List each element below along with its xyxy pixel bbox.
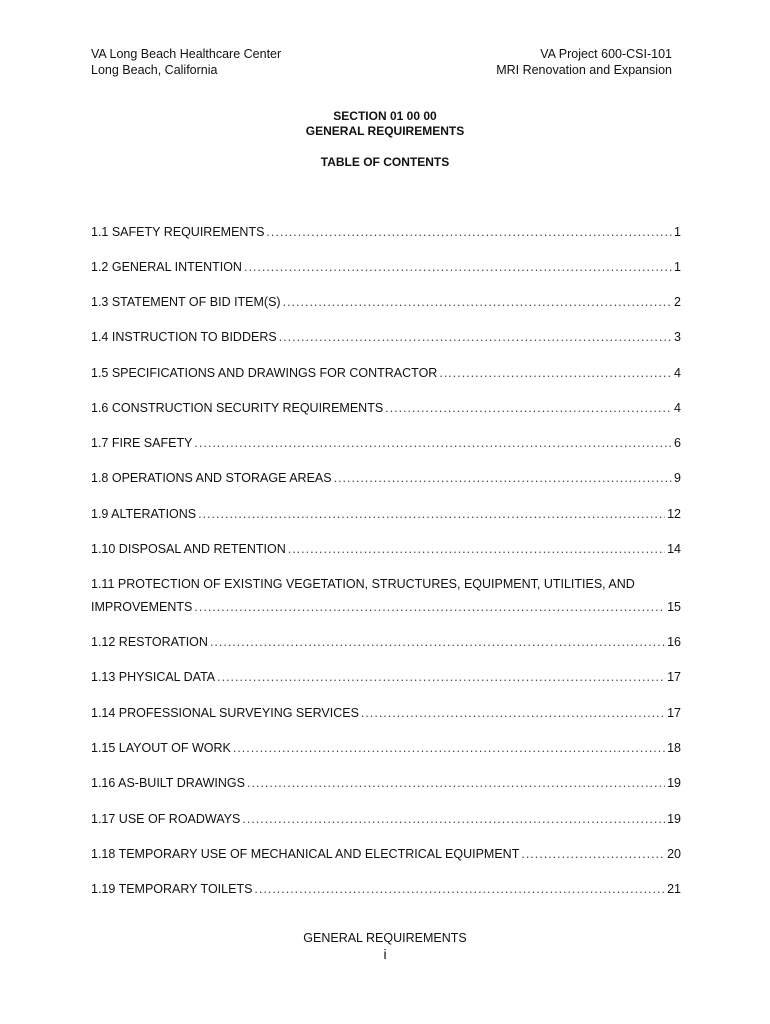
header-project-name: MRI Renovation and Expansion — [496, 63, 672, 77]
toc-entry-page: 9 — [674, 471, 681, 485]
toc-entry-label: 1.13 PHYSICAL DATA — [91, 670, 216, 684]
toc-entry-label: 1.10 DISPOSAL AND RETENTION — [91, 542, 286, 556]
toc-leader-dots — [242, 811, 665, 827]
toc-leader-dots — [247, 775, 665, 791]
toc-entry[interactable] — [91, 365, 681, 381]
toc-entry-label: 1.3 STATEMENT OF BID ITEM(S) — [91, 295, 281, 309]
toc-entry-page: 18 — [667, 741, 681, 755]
toc-entry-page: 20 — [667, 847, 681, 861]
footer-title: GENERAL REQUIREMENTS — [303, 931, 467, 945]
toc-entry[interactable] — [91, 775, 681, 791]
toc-entry[interactable] — [91, 740, 681, 756]
toc-entry-label: 1.5 SPECIFICATIONS AND DRAWINGS FOR CONTRACTOR — [91, 366, 438, 380]
toc-entry[interactable] — [91, 576, 681, 615]
toc-heading: TABLE OF CONTENTS — [320, 155, 450, 169]
section-title-block — [0, 109, 770, 139]
toc-leader-dots — [210, 634, 665, 650]
toc-leader-dots — [334, 470, 672, 486]
toc-entry-page: 6 — [674, 436, 681, 450]
toc-entry-label: IMPROVEMENTS — [91, 600, 193, 614]
toc-entry-label-line1: 1.11 PROTECTION OF EXISTING VEGETATION, STRUCTURES, EQUIPMENT, UTILITIES, AND — [91, 577, 635, 591]
toc-entry[interactable] — [91, 224, 681, 240]
toc-leader-dots — [279, 329, 672, 345]
toc-leader-dots — [521, 846, 665, 862]
toc-leader-dots — [198, 506, 665, 522]
toc-leader-dots — [217, 669, 665, 685]
header-left — [91, 46, 281, 78]
toc-entry-page: 3 — [674, 330, 681, 344]
toc-entry-label: 1.4 INSTRUCTION TO BIDDERS — [91, 330, 277, 344]
toc-entry[interactable] — [91, 634, 681, 650]
header-facility: VA Long Beach Healthcare Center — [91, 47, 282, 61]
toc-entry-label: 1.17 USE OF ROADWAYS — [91, 812, 241, 826]
toc-entry[interactable] — [91, 400, 681, 416]
toc-entry-label: 1.2 GENERAL INTENTION — [91, 260, 242, 274]
toc-leader-dots — [361, 705, 665, 721]
toc-entry-label: 1.14 PROFESSIONAL SURVEYING SERVICES — [91, 706, 359, 720]
toc-leader-dots — [283, 294, 672, 310]
toc-entry[interactable] — [91, 705, 681, 721]
toc-entry-page: 15 — [667, 600, 681, 614]
toc-entry-page: 16 — [667, 635, 681, 649]
toc-entry[interactable] — [91, 541, 681, 557]
toc-entry-label: 1.15 LAYOUT OF WORK — [91, 741, 231, 755]
toc-entry-page: 12 — [667, 507, 681, 521]
toc-entry[interactable] — [91, 294, 681, 310]
toc-entry[interactable] — [91, 506, 681, 522]
toc-entry-page: 2 — [674, 295, 681, 309]
section-name: GENERAL REQUIREMENTS — [305, 124, 465, 138]
toc-entry[interactable] — [91, 669, 681, 685]
toc-entry-label: 1.1 SAFETY REQUIREMENTS — [91, 225, 265, 239]
toc-entry-page: 17 — [667, 670, 681, 684]
toc-entry[interactable] — [91, 329, 681, 345]
toc-entry-page: 1 — [674, 260, 681, 274]
toc-leader-dots — [244, 259, 672, 275]
toc-entry[interactable] — [91, 881, 681, 897]
toc-entry-label: 1.9 ALTERATIONS — [91, 507, 197, 521]
toc-entry[interactable] — [91, 811, 681, 827]
toc-entry-label: 1.19 TEMPORARY TOILETS — [91, 882, 253, 896]
header-right — [496, 46, 672, 78]
toc-entry[interactable] — [91, 259, 681, 275]
toc-entry-label: 1.16 AS-BUILT DRAWINGS — [91, 776, 245, 790]
toc-leader-dots — [194, 435, 672, 451]
toc-entry-label: 1.12 RESTORATION — [91, 635, 208, 649]
section-number: SECTION 01 00 00 — [333, 109, 437, 123]
toc-leader-dots — [288, 541, 665, 557]
header-project-number: VA Project 600-CSI-101 — [540, 47, 672, 61]
toc-entry-page: 19 — [667, 812, 681, 826]
toc-leader-dots — [254, 881, 665, 897]
toc-leader-dots — [194, 599, 665, 615]
toc-entry-page: 21 — [667, 882, 681, 896]
toc-entry-page: 14 — [667, 542, 681, 556]
toc-leader-dots — [439, 365, 672, 381]
toc-entry-page: 4 — [674, 401, 681, 415]
toc-leader-dots — [233, 740, 665, 756]
toc-entry-page: 17 — [667, 706, 681, 720]
toc-entry[interactable] — [91, 470, 681, 486]
toc-leader-dots — [385, 400, 672, 416]
toc-entry-label: 1.7 FIRE SAFETY — [91, 436, 193, 450]
footer-page-number: i — [383, 946, 387, 962]
header-location: Long Beach, California — [91, 63, 218, 77]
toc-entry-label: 1.6 CONSTRUCTION SECURITY REQUIREMENTS — [91, 401, 384, 415]
toc-leader-dots — [266, 224, 672, 240]
toc-entry-label: 1.18 TEMPORARY USE OF MECHANICAL AND ELECTRICAL EQUIPMENT — [91, 847, 520, 861]
toc-entry[interactable] — [91, 435, 681, 451]
toc-entry-page: 19 — [667, 776, 681, 790]
toc-entry-page: 4 — [674, 366, 681, 380]
toc-entry-label: 1.8 OPERATIONS AND STORAGE AREAS — [91, 471, 332, 485]
toc-entry[interactable] — [91, 846, 681, 862]
toc-entry-page: 1 — [674, 225, 681, 239]
